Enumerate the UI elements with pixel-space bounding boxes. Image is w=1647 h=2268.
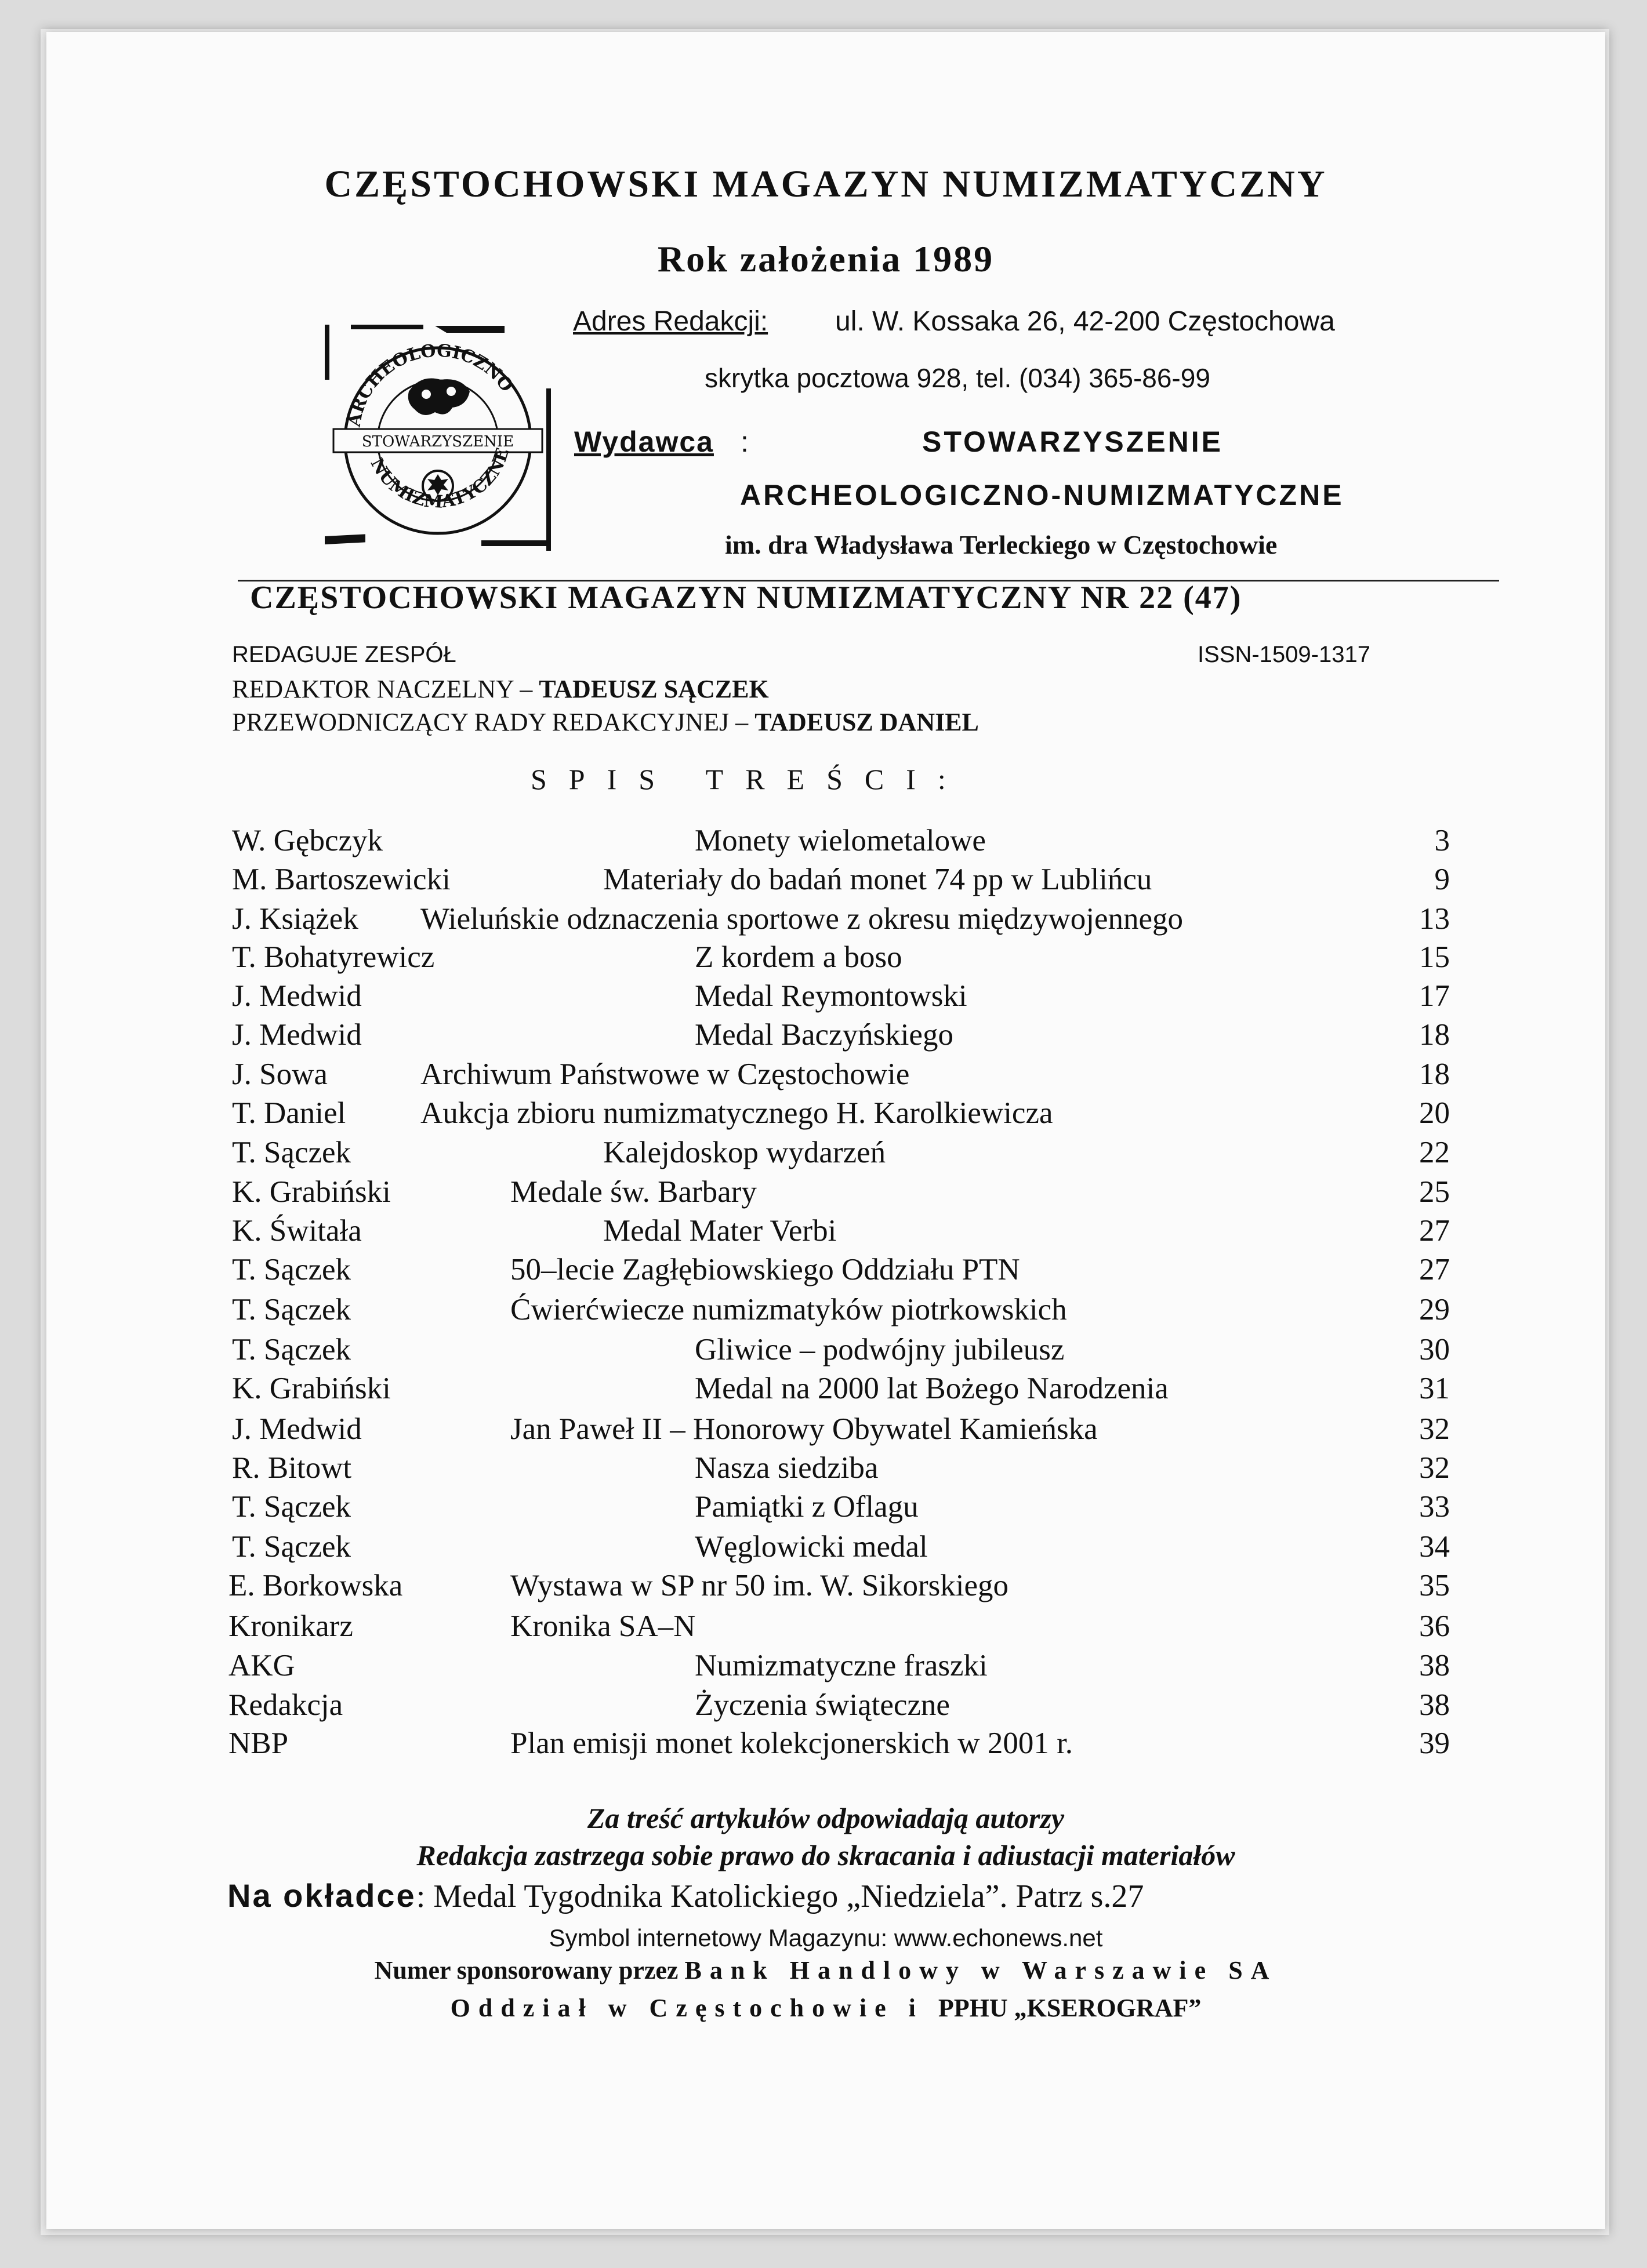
toc-title: Medale św. Barbary [510,1175,757,1209]
cover-text: : Medal Tygodnika Katolickiego „Niedziela”. Patrz s.27 [416,1878,1144,1914]
sponsor-branch-line [46,1993,1605,2023]
toc-author: J. Medwid [232,979,362,1013]
toc-page-number: 36 [1419,1609,1450,1643]
cover-label: Na okładce [227,1877,416,1914]
toc-page-number: 27 [1419,1253,1450,1286]
toc-author: T. Bohatyrewicz [232,940,435,974]
toc-heading: SPIS TREŚCI: [531,763,968,795]
toc-author: M. Bartoszewicki [232,863,451,896]
sponsor-label: Numer sponsorowany przez [374,1956,685,1984]
toc-author: T. Sączek [232,1293,351,1326]
toc-page-number: 33 [1419,1490,1450,1524]
publisher-label: Wydawca [574,426,714,458]
toc-title: Medal Mater Verbi [603,1214,837,1248]
toc-page-number: 18 [1419,1018,1450,1052]
sponsor-kserograf: PPHU „KSEROGRAF” [938,1994,1202,2022]
toc-page-number: 30 [1419,1333,1450,1366]
toc-author: Redakcja [228,1688,343,1722]
issue-title: CZĘSTOCHOWSKI MAGAZYN NUMIZMATYCZNY NR 22 (47) [250,580,1242,616]
toc-title: Medal Reymontowski [695,979,967,1013]
toc-page-number: 15 [1419,940,1450,974]
toc-author: T. Daniel [232,1096,346,1130]
toc-title: Wieluńskie odznaczenia sportowe z okresu międzywojennego [420,902,1184,936]
toc-author: R. Bitowt [232,1451,352,1485]
editor-in-chief-label: REDAKTOR NACZELNY – [232,675,539,703]
toc-title: Plan emisji monet kolekcjonerskich w 2001 r. [510,1727,1073,1760]
toc-title: Materiały do badań monet 74 pp w Lublińcu [603,863,1152,896]
toc-title: Pamiątki z Oflagu [695,1490,919,1524]
toc-author: T. Sączek [232,1253,351,1286]
toc-author: J. Sowa [232,1057,328,1091]
cover-note [227,1877,1144,1915]
toc-page-number: 38 [1419,1649,1450,1682]
issn-number: ISSN-1509-1317 [1198,642,1370,667]
toc-author: T. Sączek [232,1333,351,1366]
toc-title: Archiwum Państwowe w Częstochowie [420,1057,910,1091]
editorial-team-label: REDAGUJE ZESPÓŁ [232,642,456,667]
toc-page-number: 38 [1419,1688,1450,1722]
founded-year: Rok założenia 1989 [657,238,995,279]
toc-page-number: 29 [1419,1293,1450,1326]
toc-author: E. Borkowska [228,1569,403,1602]
association-logo [325,325,551,551]
toc-page-number: 39 [1419,1727,1450,1760]
toc-title: Numizmatyczne fraszki [695,1649,988,1682]
toc-title: Aukcja zbioru numizmatycznego H. Karolkiewicza [420,1096,1053,1130]
toc-page-number: 25 [1419,1175,1450,1209]
toc-page-number: 27 [1419,1214,1450,1248]
toc-title: Wystawa w SP nr 50 im. W. Sikorskiego [510,1569,1009,1602]
toc-page-number: 13 [1419,902,1450,936]
toc-author: W. Gębczyk [232,824,383,857]
board-chairman-label: PRZEWODNICZĄCY RADY REDAKCYJNEJ – [232,708,755,736]
toc-page-number: 18 [1419,1057,1450,1091]
postal-box-phone: skrytka pocztowa 928, tel. (034) 365-86-99 [705,363,1210,393]
publisher-name-line2: ARCHEOLOGICZNO-NUMIZMATYCZNE [740,479,1344,511]
toc-title: Życzenia świąteczne [695,1688,950,1722]
toc-title: Węglowicki medal [695,1530,928,1564]
toc-page-number: 34 [1419,1530,1450,1564]
toc-author: T. Sączek [232,1490,351,1524]
toc-page-number: 22 [1419,1136,1450,1169]
toc-title: Medal Baczyńskiego [695,1018,953,1052]
internet-address: Symbol internetowy Magazynu: www.echonews.net [549,1924,1103,1951]
sponsor-line [46,1956,1605,1985]
toc-page-number: 32 [1419,1451,1450,1485]
toc-page-number: 20 [1419,1096,1450,1130]
toc-title: Nasza siedziba [695,1451,879,1485]
toc-title: Kronika SA–N [510,1609,696,1643]
toc-page-number: 3 [1434,824,1450,857]
toc-author: K. Świtała [232,1214,362,1248]
toc-author: T. Sączek [232,1136,351,1169]
toc-page-number: 35 [1419,1569,1450,1602]
logo-top-arc-text: ARCHEOLOGICZNO [344,340,517,428]
sponsor-branch: Oddział w Częstochowie i [450,1994,938,2022]
disclaimer-editing: Redakcja zastrzega sobie prawo do skracania i adiustacji materiałów [416,1839,1235,1871]
toc-author: J. Medwid [232,1018,362,1052]
toc-author: T. Sączek [232,1530,351,1564]
board-chairman-name: TADEUSZ DANIEL [754,708,979,736]
magazine-title: CZĘSTOCHOWSKI MAGAZYN NUMIZMATYCZNY [324,163,1327,205]
toc-title: Z kordem a boso [695,940,902,974]
toc-title: Jan Paweł II – Honorowy Obywatel Kamieńska [510,1412,1098,1446]
address-label: Adres Redakcji: [573,306,768,337]
logo-bottom-arc-text: NUMIZMATYCZNE [366,445,514,513]
publisher-colon: : [741,426,749,458]
toc-title: Medal na 2000 lat Bożego Narodzenia [695,1372,1169,1405]
logo-middle-text: STOWARZYSZENIE [361,433,514,450]
toc-author: J. Książek [232,902,358,936]
toc-title: Kalejdoskop wydarzeń [603,1136,886,1169]
sponsor-bank: Bank Handlowy w Warszawie SA [684,1956,1278,1984]
publisher-name-line1: STOWARZYSZENIE [922,426,1224,458]
toc-author: NBP [228,1727,289,1760]
toc-page-number: 32 [1419,1412,1450,1446]
toc-title: Ćwierćwiecze numizmatyków piotrkowskich [510,1293,1067,1326]
editor-in-chief-name: TADEUSZ SĄCZEK [539,675,769,703]
toc-author: J. Medwid [232,1412,362,1446]
address-value: ul. W. Kossaka 26, 42-200 Częstochowa [835,306,1335,337]
board-chairman [232,707,979,737]
toc-author: Kronikarz [228,1609,353,1643]
toc-title: 50–lecie Zagłębiowskiego Oddziału PTN [510,1253,1020,1286]
editor-in-chief [232,674,769,704]
toc-page-number: 9 [1434,863,1450,896]
toc-title: Monety wielometalowe [695,824,986,857]
toc-title: Gliwice – podwójny jubileusz [695,1333,1065,1366]
toc-page-number: 17 [1419,979,1450,1013]
toc-author: AKG [228,1649,295,1682]
toc-author: K. Grabiński [232,1372,391,1405]
disclaimer-authors: Za treść artykułów odpowiadają autorzy [587,1802,1065,1834]
publisher-name-line3: im. dra Władysława Terleckiego w Częstochowie [725,530,1278,559]
document-page [46,32,1605,2229]
toc-author: K. Grabiński [232,1175,391,1209]
toc-page-number: 31 [1419,1372,1450,1405]
